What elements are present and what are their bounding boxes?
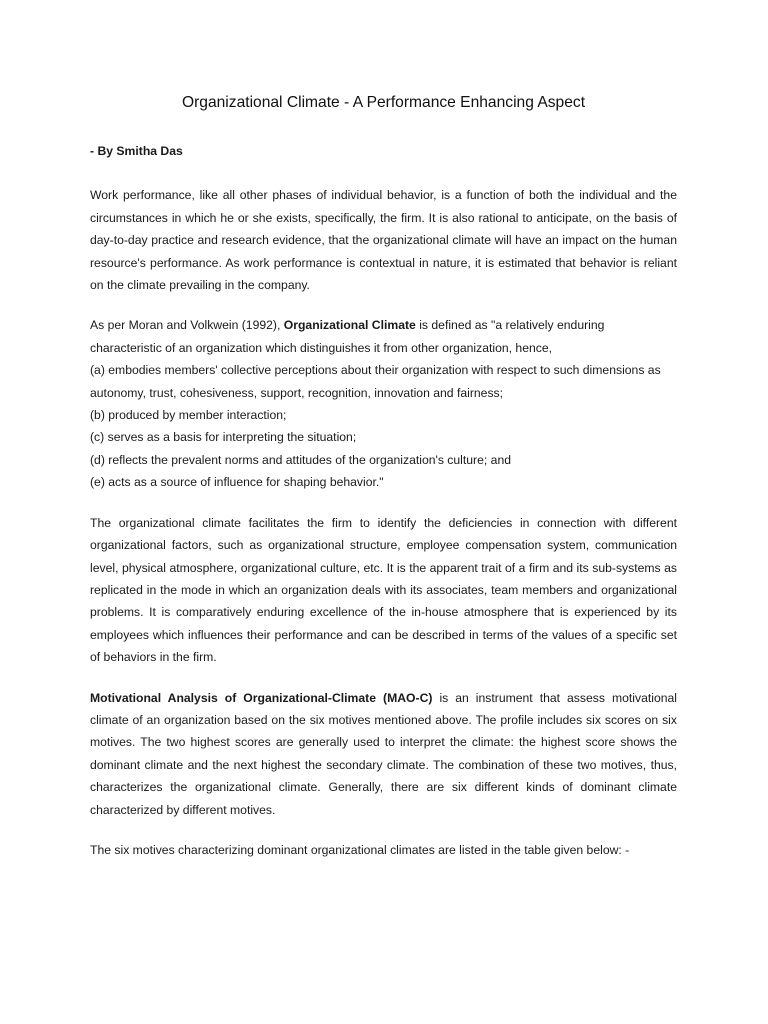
paragraph-definition bbox=[90, 314, 677, 493]
mao-c-term: Motivational Analysis of Organizational-Climate (MAO-C) bbox=[90, 690, 433, 705]
author-byline: - By Smitha Das bbox=[90, 144, 183, 158]
definition-item-e: (e) acts as a source of influence for shaping behavior." bbox=[90, 475, 384, 490]
definition-item-a: (a) embodies members' collective perceptions about their organization with respect to such dimensions as autonomy, trust, cohesiveness, support, recognition, innovation and fairness; bbox=[90, 363, 661, 400]
paragraph-mao-c bbox=[90, 687, 677, 821]
document-title: Organizational Climate - A Performance Enhancing Aspect bbox=[181, 94, 586, 111]
paragraph-six-motives: The six motives characterizing dominant organizational climates are listed in the table given below: - bbox=[90, 842, 630, 857]
definition-intro-after: is defined as "a relatively enduring characteristic of an organization which distinguishes it from other organization, hence, bbox=[90, 318, 605, 355]
definition-item-d: (d) reflects the prevalent norms and attitudes of the organization's culture; and bbox=[90, 452, 511, 467]
document-body bbox=[90, 92, 677, 879]
paragraph-work-performance: Work performance, like all other phases of individual behavior, is a function of both the individual and the circumstances in which he or she exists, specifically, the firm. It is also rational to anticipate, on the basis of day-to-day practice and research evidence, that the organizational climate will have an impact on the human resource's performance. As work performance is contextual in nature, it is estimated that behavior is reliant on the climate prevailing in the company. bbox=[90, 188, 677, 293]
paragraph-climate-facilitates: The organizational climate facilitates the firm to identify the deficiencies in connection with different organizational factors, such as organizational structure, employee compensation system, communication level, physical atmosphere, organizational culture, etc. It is the apparent trait of a firm and its sub-systems as replicated in the mode in which an organization deals with its associates, team members and organizational problems. It is comparatively enduring excellence of the in-house atmosphere that is experienced by its employees which influences their performance and can be described in terms of the values of a specific set of behaviors in the firm. bbox=[90, 515, 677, 665]
definition-intro-before: As per Moran and Volkwein (1992), bbox=[90, 318, 284, 333]
mao-c-description: is an instrument that assess motivational climate of an organization based on the six motives mentioned above. The profile includes six scores on six motives. The two highest scores are generally used to interpret the climate: the highest score shows the dominant climate and the next highest the secondary climate. The combination of these two motives, thus, characterizes the organizational climate. Generally, there are six different kinds of dominant climate characterized by different motives. bbox=[90, 690, 677, 817]
definition-item-b: (b) produced by member interaction; bbox=[90, 408, 287, 423]
definition-term: Organizational Climate bbox=[283, 318, 416, 333]
definition-item-c: (c) serves as a basis for interpreting the situation; bbox=[90, 430, 357, 445]
